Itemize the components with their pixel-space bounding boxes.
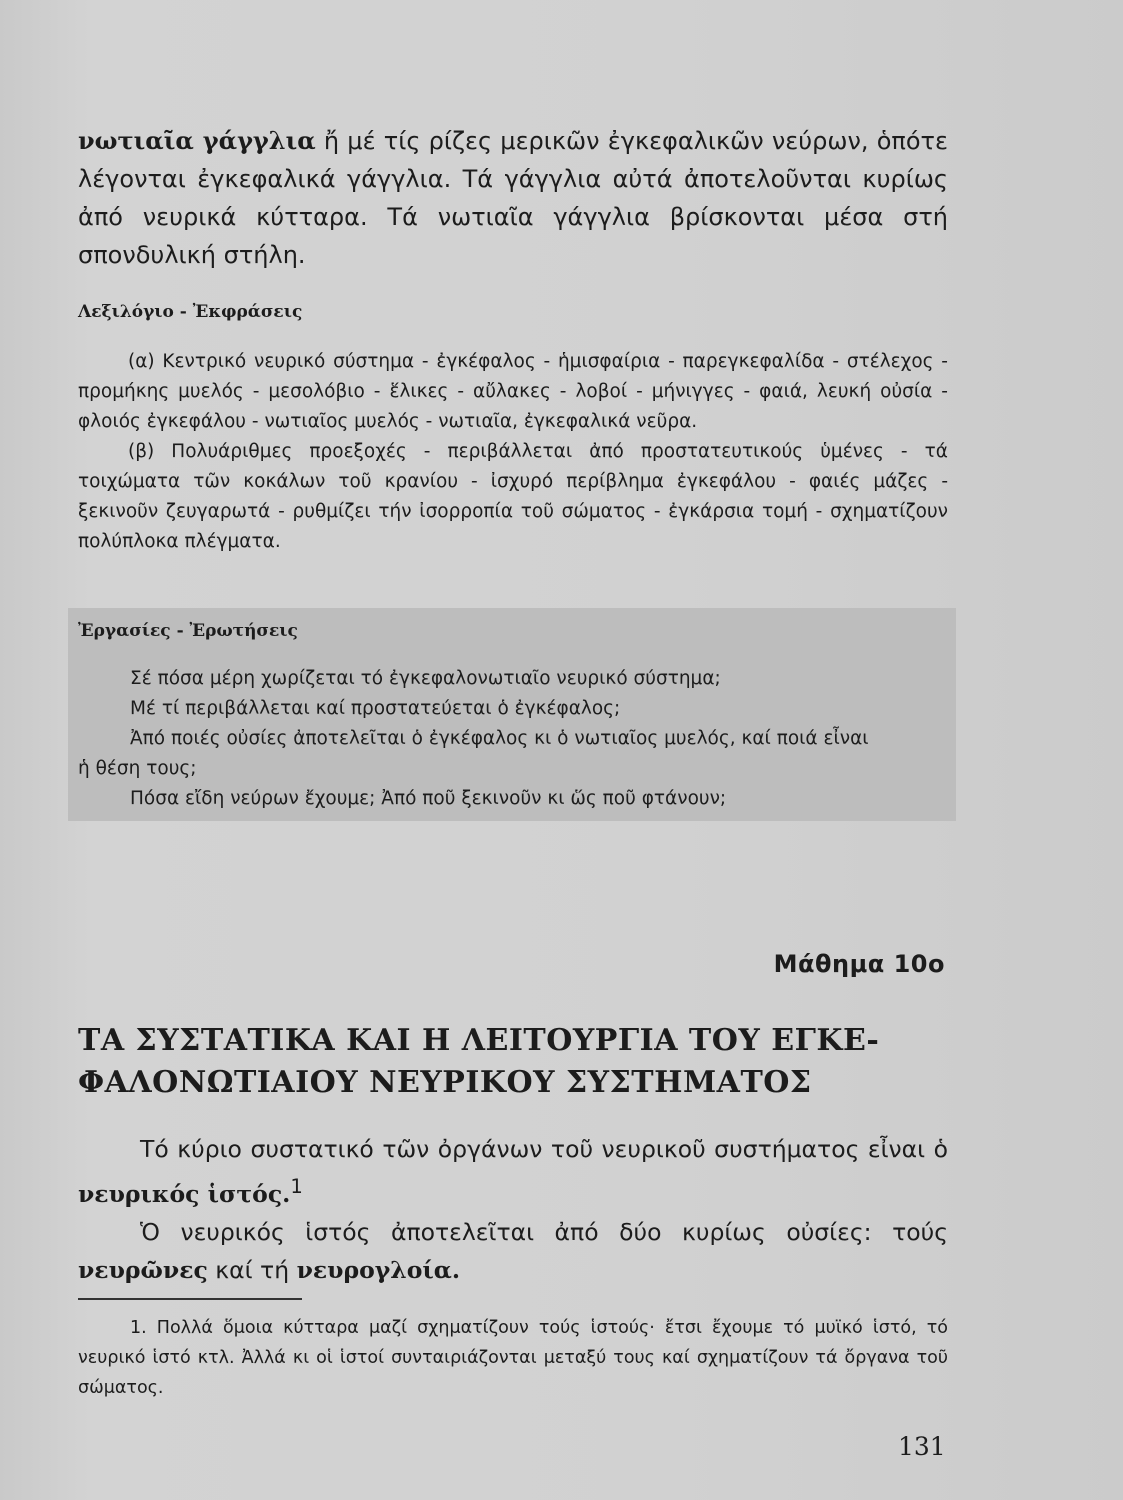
body-text: Ὁ νευρικός ἱστός ἀποτελεῖται ἀπό δύο κυρίως οὐσίες: τούς xyxy=(140,1217,948,1246)
footnote-text: 1. Πολλά ὅμοια κύτταρα μαζί σχηματίζουν τούς ἱστούς· ἔτσι ἔχουμε τό μυϊκό ἱστό, τό νευρικό ἱστό κτλ. Ἀλλά κι οἱ ἱστοί συνταιριάζονται μεταξύ τους καί σχηματίζουν τά ὄργανα τοῦ σώματος. xyxy=(78,1318,948,1398)
continuation-paragraph xyxy=(78,122,948,274)
body-paragraph-1 xyxy=(78,1130,948,1213)
vocabulary-section xyxy=(78,347,948,557)
body-paragraph-2 xyxy=(78,1213,948,1289)
chapter-heading xyxy=(78,1020,948,1104)
heading-line-1: ΤΑ ΣΥΣΤΑΤΙΚΑ ΚΑΙ Η ΛΕΙΤΟΥΡΓΙΑ ΤΟΥ ΕΓΚΕ- xyxy=(78,1023,880,1058)
body-text: καί τή xyxy=(207,1255,297,1284)
bold-term: νωτιαῖα γάγγλια xyxy=(78,126,316,155)
question-3: Ἀπό ποιές οὐσίες ἀποτελεῖται ὁ ἐγκέφαλος κι ὁ νωτιαῖος μυελός, καί ποιά εἶναι xyxy=(130,728,869,749)
footnote-marker: 1 xyxy=(290,1175,303,1198)
footnote-divider xyxy=(78,1298,302,1300)
question-3-continued: ἡ θέση τους; xyxy=(78,758,197,779)
vocabulary-list-a: (α) Κεντρικό νευρικό σύστημα - ἐγκέφαλος - ἡμισφαίρια - παρεγκεφαλίδα - στέλεχος - προμήκης μυελός - μεσολόβιο - ἕλικες - αὔλακες - λοβοί - μήνιγγες - φαιά, λευκή οὐσία - φλοιός ἐγκεφάλου - νωτιαῖος μυελός - νωτιαῖα, ἐγκεφαλικά νεῦρα. xyxy=(78,351,948,432)
bold-term: νευρογλοία. xyxy=(296,1255,461,1284)
footnote xyxy=(78,1313,948,1403)
paragraph-text: ἤ μέ τίς ρίζες μερικῶν ἐγκεφαλικῶν νεύρων, ὁπότε λέγονται ἐγκεφαλικά γάγγλια. Τά γάγγλια αὐτά ἀποτελοῦνται κυρίως ἀπό νευρικά κύτταρα. Τά νωτιαῖα γάγγλια βρίσκονται μέσα στή σπονδυλική στήλη. xyxy=(78,127,948,269)
bold-term: νευρῶνες xyxy=(78,1255,208,1284)
vocabulary-title: Λεξιλόγιο - Ἐκφράσεις xyxy=(78,302,303,322)
question-4: Πόσα εἴδη νεύρων ἔχουμε; Ἀπό ποῦ ξεκινοῦν κι ὥς ποῦ φτάνουν; xyxy=(130,788,727,809)
heading-line-2: ΦΑΛΟΝΩΤΙΑΙΟΥ ΝΕΥΡΙΚΟΥ ΣΥΣΤΗΜΑΤΟΣ xyxy=(78,1065,812,1100)
bold-term: νευρικός ἱστός. xyxy=(78,1179,291,1208)
vocabulary-list-b: (β) Πολυάριθμες προεξοχές - περιβάλλεται ἀπό προστατευτικούς ὑμένες - τά τοιχώματα τῶν κοκάλων τοῦ κρανίου - ἰσχυρό περίβλημα ἐγκεφάλου - φαιές μάζες - ξεκινοῦν ζευγαρωτά - ρυθμίζει τήν ἰσορροπία τοῦ σώματος - ἐγκάρσια τομή - σχηματίζουν πολύπλοκα πλέγματα. xyxy=(78,441,948,552)
page-number: 131 xyxy=(898,1432,946,1461)
lesson-number: Μάθημα 10ο xyxy=(773,950,945,978)
exercises-title: Ἐργασίες - Ἐρωτήσεις xyxy=(78,621,298,641)
body-text: Τό κύριο συστατικό τῶν ὀργάνων τοῦ νευρικοῦ συστήματος εἶναι ὁ xyxy=(140,1135,948,1163)
exercise-questions xyxy=(78,664,948,814)
question-1: Σέ πόσα μέρη χωρίζεται τό ἐγκεφαλονωτιαῖο νευρικό σύστημα; xyxy=(130,668,721,689)
lesson-body xyxy=(78,1130,948,1289)
question-2: Μέ τί περιβάλλεται καί προστατεύεται ὁ ἐγκέφαλος; xyxy=(130,698,621,719)
